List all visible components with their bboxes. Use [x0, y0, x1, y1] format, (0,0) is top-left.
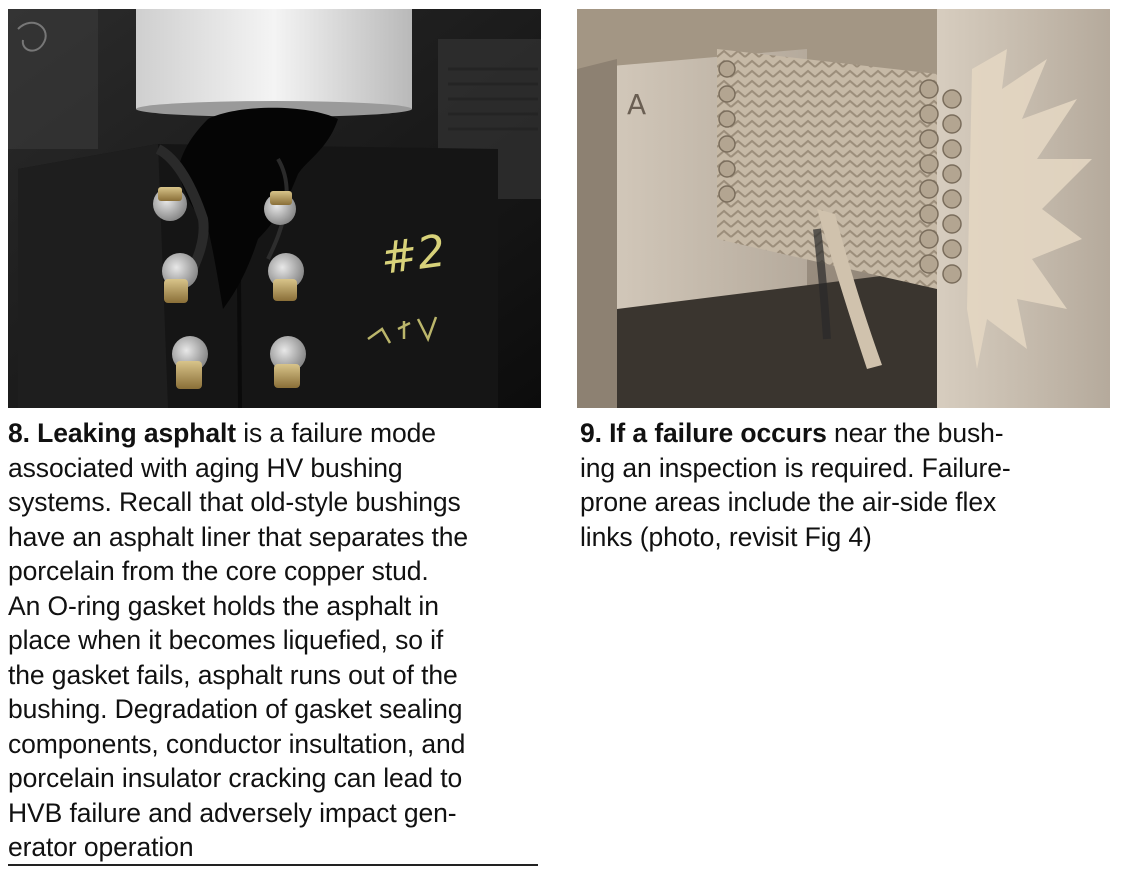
caption-line: ing an inspection is required. Failure- — [580, 452, 1011, 483]
caption-line: An O-ring gasket holds the asphalt in — [8, 590, 439, 621]
figure-number: 8. — [8, 418, 30, 448]
photo-letter: A — [627, 88, 647, 121]
caption-text: is a failure mode — [235, 418, 436, 448]
caption-line: porcelain from the core copper stud. — [8, 556, 429, 586]
caption-divider — [8, 864, 538, 866]
caption-lead: If a failure occurs — [609, 418, 827, 448]
caption-line: HVB failure and adversely impact gen- — [8, 797, 457, 828]
caption-line: porcelain insulator cracking can lead to — [8, 763, 463, 793]
caption-line: have an asphalt liner that separates the — [8, 521, 469, 552]
figure-9-photo — [577, 9, 1110, 408]
caption-line: the gasket fails, asphalt runs out of the — [8, 659, 458, 690]
caption-line — [580, 416, 1125, 451]
caption-text: near the bush- — [826, 418, 1004, 448]
caption-line: systems. Recall that old-style bushings — [8, 487, 461, 517]
photo-scribble: #2 — [377, 225, 449, 285]
caption-line — [8, 416, 548, 451]
caption-line: links (photo, revisit Fig 4) — [580, 521, 872, 552]
caption-line: components, conductor insultation, and — [8, 728, 466, 759]
caption-line: bushing. Degradation of gasket sealing — [8, 694, 463, 724]
figure-number: 9. — [580, 418, 602, 448]
caption-line: associated with aging HV bushing — [8, 452, 403, 483]
caption-line: erator operation — [8, 832, 194, 862]
figure-9-caption — [580, 416, 1125, 554]
caption-line: prone areas include the air-side flex — [580, 487, 997, 517]
caption-lead: Leaking asphalt — [37, 418, 236, 448]
caption-line: place when it becomes liquefied, so if — [8, 625, 444, 655]
figure-8-caption — [8, 416, 548, 865]
figure-8-photo — [8, 9, 541, 408]
